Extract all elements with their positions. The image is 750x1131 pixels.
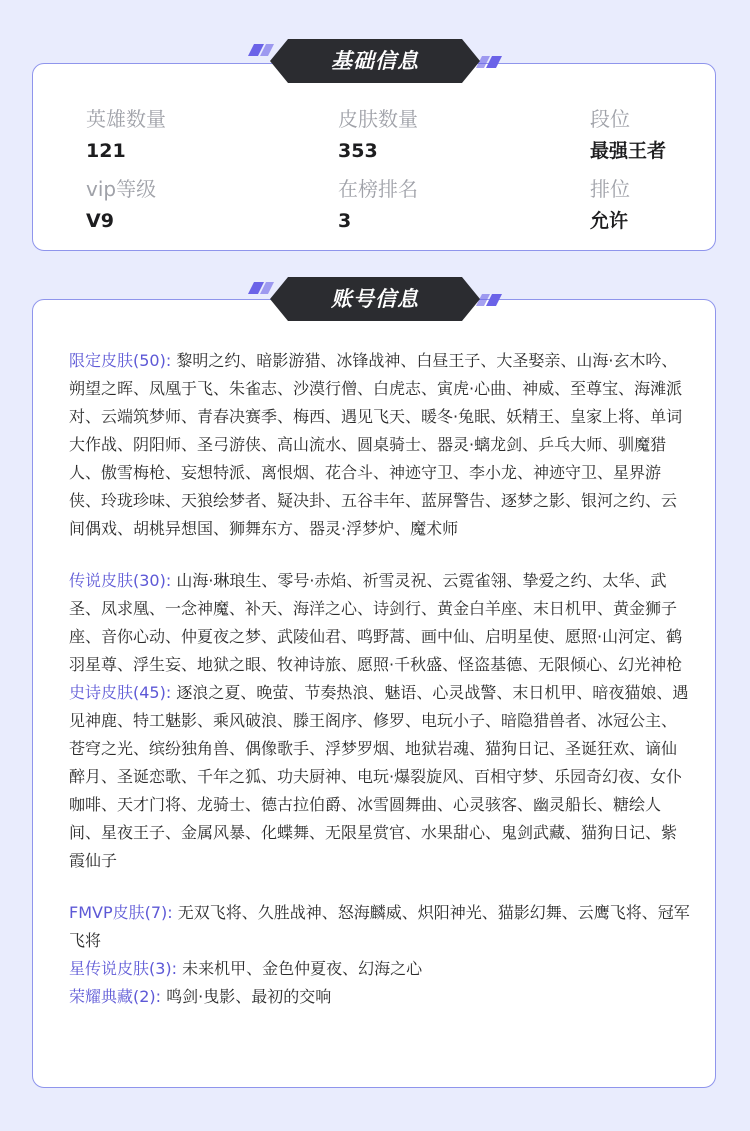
stat-label: 段位 xyxy=(590,107,630,131)
stat-value: 允许 xyxy=(590,210,629,232)
stat-value: V9 xyxy=(86,210,114,232)
category-items: 未来机甲、金色仲夏夜、幻海之心 xyxy=(182,959,423,978)
skin-list xyxy=(69,347,691,1011)
skin-category-limited xyxy=(69,347,691,543)
stat-value: 最强王者 xyxy=(590,140,667,162)
category-items: 黎明之约、暗影游猎、冰锋战神、白昼王子、大圣娶亲、山海·玄木吟、朔望之晖、凤凰于飞、朱雀志、沙漠行僧、白虎志、寅虎·心曲、神威、至尊宝、海滩派对、云端筑梦师、青春决赛季、梅西、遇见飞天、暖冬·兔眠、妖精王、皇家上将、单词大作战、阴阳师、圣弓游侠、高山流水、圆桌骑士、器灵·螭龙剑、乒乓大师、驯魔猎人、傲雪梅枪、妄想特派、离恨烟、花合斗、神迹守卫、李小龙、神迹守卫、星界游侠、玲珑珍味、天狼绘梦者、疑决卦、五谷丰年、蓝屏警告、逐梦之影、银河之约、云间偶戏、胡桃异想国、狮舞东方、器灵·浮梦炉、魔术师 xyxy=(69,351,683,538)
category-items: 无双飞将、久胜战神、怒海麟威、炽阳神光、猫影幻舞、云鹰飞将、冠军飞将 xyxy=(69,903,690,950)
skin-category-legend xyxy=(69,567,691,679)
stat-label: 排位 xyxy=(590,177,630,201)
basic-info-card xyxy=(32,63,716,251)
basic-info-title: 基础信息 xyxy=(331,49,419,73)
category-label: 星传说皮肤(3): xyxy=(69,959,178,978)
skin-category-fmvp xyxy=(69,899,691,955)
category-label: FMVP皮肤(7): xyxy=(69,903,173,922)
account-info-banner xyxy=(248,276,502,322)
account-info-card xyxy=(32,299,716,1088)
skin-category-star-legend xyxy=(69,955,691,983)
stat-label: vip等级 xyxy=(86,177,157,201)
stat-label: 英雄数量 xyxy=(86,107,166,131)
category-label: 荣耀典藏(2): xyxy=(69,987,162,1006)
basic-info-banner xyxy=(248,38,502,84)
category-items: 逐浪之夏、晚萤、节奏热浪、魅语、心灵战警、末日机甲、暗夜猫娘、遇见神鹿、特工魅影、乘风破浪、滕王阁序、修罗、电玩小子、暗隐猎兽者、冰冠公主、苍穹之光、缤纷独角兽、偶像歌手、浮梦罗烟、地狱岩魂、猫狗日记、圣诞狂欢、谪仙醉月、圣诞恋歌、千年之狐、功夫厨神、电玩·爆裂旋风、百相守梦、乐园奇幻夜、女仆咖啡、天才门将、龙骑士、德古拉伯爵、冰雪圆舞曲、心灵骇客、幽灵船长、糖绘人间、星夜王子、金属风暴、化蝶舞、无限星赏官、水果甜心、鬼剑武藏、猫狗日记、紫霞仙子 xyxy=(69,683,689,870)
stat-value: 121 xyxy=(86,140,126,162)
stat-ranked-allowed xyxy=(590,176,750,234)
stat-label: 皮肤数量 xyxy=(338,107,418,131)
stat-leaderboard-rank xyxy=(338,176,538,234)
stat-label: 在榜排名 xyxy=(338,177,418,201)
stat-value: 3 xyxy=(338,210,352,232)
category-items: 鸣剑·曳影、最初的交响 xyxy=(166,987,332,1006)
category-label: 传说皮肤(30): xyxy=(69,571,172,590)
stat-hero-count xyxy=(86,106,286,164)
stat-vip-level xyxy=(86,176,286,234)
stat-skin-count xyxy=(338,106,538,164)
category-label: 史诗皮肤(45): xyxy=(69,683,172,702)
skin-category-epic xyxy=(69,679,691,875)
category-label: 限定皮肤(50): xyxy=(69,351,172,370)
stat-rank-tier xyxy=(590,106,750,164)
stat-value: 353 xyxy=(338,140,378,162)
account-info-title: 账号信息 xyxy=(331,287,419,311)
skin-category-glory-collection xyxy=(69,983,691,1011)
category-items: 山海·琳琅生、零号·赤焰、祈雪灵祝、云霓雀翎、挚爱之约、太华、武圣、凤求凰、一念神魔、补天、海洋之心、诗剑行、黄金白羊座、末日机甲、黄金狮子座、音你心动、仲夏夜之梦、武陵仙君、鸣野蒿、画中仙、启明星使、愿照·山河定、鹤羽星尊、浮生妄、地狱之眼、牧神诗旅、愿照·千秋盛、怪盗基德、无限倾心、幻光神枪 xyxy=(69,571,683,674)
